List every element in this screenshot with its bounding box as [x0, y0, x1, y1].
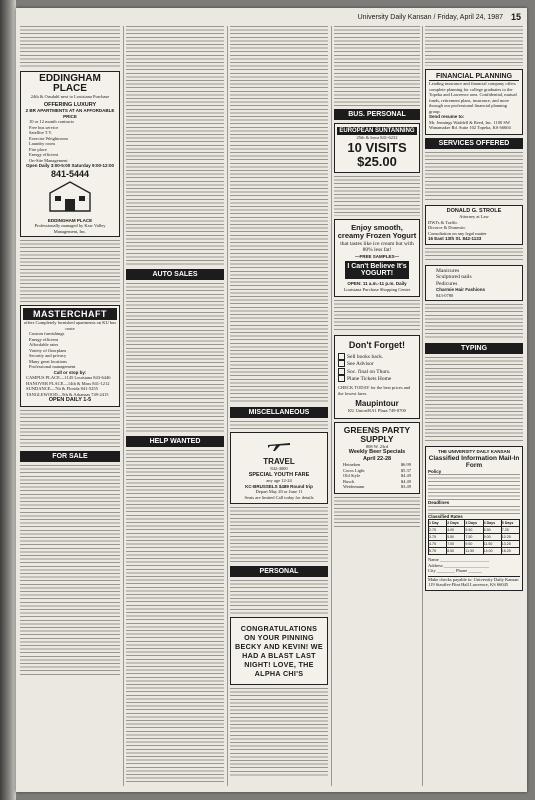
rate-cell: 5.50	[465, 527, 483, 534]
checkbox-icon	[338, 368, 345, 375]
rate-cell: 5.75	[429, 548, 447, 555]
form-city-label: City	[428, 568, 436, 573]
beer-price: $4.49	[400, 473, 411, 479]
kansan-deadlines: Deadlines	[428, 500, 450, 505]
feature-item: On-Site Management	[29, 157, 68, 163]
feature-item: Energy efficient	[29, 152, 58, 157]
strole-item: Consultation on any legal matter	[428, 230, 487, 236]
yogurt-headline: Enjoy smooth, creamy Frozen Yogurt	[337, 222, 417, 240]
feature-item: Fire place	[29, 146, 47, 152]
feature-item: Exercise Weightroom	[29, 135, 68, 141]
page-number: 15	[510, 12, 521, 22]
classified-text-block	[230, 688, 328, 778]
section-for-sale: FOR SALE	[20, 451, 120, 462]
publication-line: University Daily Kansan / Friday, April 24, 1987	[357, 13, 503, 21]
rate-cell: 4.75	[429, 541, 447, 548]
classified-text-block	[334, 300, 420, 332]
dont-forget-ad	[334, 335, 420, 419]
travel-note: Seats are limited Call today for details	[244, 494, 314, 500]
yogurt-sub: that tastes like ice cream but with 80% less fat!	[340, 240, 414, 253]
travel-brand: TRAVEL	[263, 457, 295, 466]
section-auto-sales: AUTO SALES	[126, 269, 224, 280]
column-4	[334, 26, 420, 786]
classified-text-block	[425, 152, 523, 202]
strole-item: DWI's & Traffic	[428, 219, 458, 225]
maupintour-address: KU Union/RA1 Plaza 749-0700	[348, 408, 406, 414]
column-rule	[227, 26, 228, 786]
classified-text-block	[230, 580, 328, 614]
classified-text-block	[126, 450, 224, 785]
rate-cell: 16.25	[502, 548, 520, 555]
tanning-address: 25th & Iowa 841-6232	[356, 135, 398, 140]
form-address-label: Address	[428, 562, 443, 568]
location-item: HANOVER PLACE—14th & Mass 841-1212	[26, 380, 110, 386]
financial-send: Send resume to:	[429, 114, 465, 119]
nails-phone: 843-0780	[436, 292, 454, 298]
column-2	[126, 26, 224, 786]
travel-headline: SPECIAL YOUTH FARE	[248, 471, 310, 478]
column-rule	[331, 26, 332, 786]
classified-text-block	[230, 26, 328, 404]
classified-text-block	[126, 26, 224, 266]
column-3	[230, 26, 328, 786]
beer-price: $6.99	[400, 462, 411, 468]
classified-text-block	[20, 240, 120, 302]
feature-item: Variety of floorplans	[29, 347, 67, 353]
beer-name: Coors Light	[343, 467, 365, 473]
rate-cell: 11.50	[484, 541, 502, 548]
rate-header-cell: 2 Days	[447, 520, 465, 527]
rate-cell: 9.50	[465, 541, 483, 548]
feature-item: Satellite T.V.	[29, 130, 53, 135]
yogurt-location: Louisiana Purchase Shopping Center	[343, 286, 411, 292]
classified-text-block	[425, 357, 523, 443]
section-typing: TYPING	[425, 343, 523, 354]
column-rule	[123, 26, 124, 786]
feature-item: Affordable rates	[29, 342, 59, 347]
classified-text-block	[20, 410, 120, 448]
eddingham-logo-text: EDDINGHAM PLACE	[47, 217, 93, 223]
greens-title: GREENS PARTY SUPPLY	[343, 424, 411, 444]
beer-price: $3.49	[400, 484, 411, 490]
masterchaft-hours: OPEN DAILY 1-5	[48, 397, 92, 403]
rate-cell: 7.50	[465, 534, 483, 541]
masterchaft-tagline: offers Completely furnished apartments on KU bus route	[23, 320, 117, 331]
strole-name: DONALD G. STROLE	[446, 207, 502, 214]
column-5	[425, 26, 523, 786]
greens-phone: 808 W. 23rd	[365, 443, 389, 449]
beer-name: Busch	[343, 478, 355, 484]
rate-cell: 2.75	[429, 527, 447, 534]
dont-forget-footer: CHECK TODAY for the best prices and the lowest fares.	[338, 385, 411, 396]
classified-text-block	[126, 283, 224, 433]
travel-subhead: any age 12-24	[266, 478, 292, 483]
feature-item: Laundry room	[29, 141, 55, 146]
classified-text-block	[20, 465, 120, 675]
checkbox-icon	[338, 360, 345, 367]
feature-item: Professional management	[29, 364, 76, 369]
policy-text-block	[428, 474, 520, 500]
rate-header-cell: 1 Day	[429, 520, 447, 527]
rate-cell: 4.00	[447, 527, 465, 534]
building-logo-icon	[47, 179, 93, 213]
eddingham-address: 24th & Ousdahl next to Louisiana Purchase	[30, 94, 110, 99]
section-miscellaneous: MISCELLANEOUS	[230, 407, 328, 418]
beer-price: $4.49	[400, 478, 411, 484]
kansan-policy: Policy	[428, 468, 442, 474]
location-item: TANGLEWOOD—9th & Arkansas 749-2415	[26, 391, 109, 397]
airplane-icon	[266, 436, 292, 452]
congrats-ad	[230, 617, 328, 685]
feature-item: Security and privacy	[29, 353, 67, 358]
classified-text-block	[20, 26, 120, 68]
rate-cell: 6.50	[484, 527, 502, 534]
strole-item: Divorce & Domestic	[428, 225, 466, 230]
kansan-masthead: THE UNIVERSITY DAILY KANSAN	[438, 449, 510, 454]
column-1	[20, 26, 120, 786]
classified-text-block	[425, 304, 523, 340]
rate-cell: 3.75	[429, 534, 447, 541]
feature-item: Energy efficient	[29, 336, 58, 342]
checklist-item: Sell books back.	[347, 353, 384, 360]
checkbox-icon	[338, 353, 345, 360]
rate-header-cell: 5 Days	[502, 520, 520, 527]
feature-item: Free bus service	[29, 124, 59, 130]
rate-header-cell: 4 Days	[484, 520, 502, 527]
masterchaft-ad	[20, 305, 120, 407]
beer-name: Weidemann	[343, 484, 365, 490]
masterchaft-title: MASTERCHAFT	[23, 308, 117, 320]
rate-cell: 11.50	[465, 548, 483, 555]
rate-cell: 5.50	[447, 534, 465, 541]
rate-cell: 7.25	[502, 527, 520, 534]
tanning-brand: EUROPEAN SUNTANNING	[337, 127, 417, 135]
newspaper-page	[16, 8, 527, 792]
yogurt-hours: OPEN: 11 a.m.-11 p.m. Daily	[347, 281, 407, 286]
travel-route: KC-BRUSSELS $489 Round trip	[245, 483, 313, 489]
greens-dates: April 22-28	[362, 455, 392, 462]
eddingham-ad	[20, 71, 120, 237]
strole-address: 16 East 13th St. 842-1133	[428, 236, 482, 241]
classified-text-block	[334, 497, 420, 527]
congrats-text: CONGRATULATIONS ON YOUR PINNING BECKY AND KEVIN! WE HAD A BLAST LAST NIGHT! LOVE, THE ALPHA CHI'S	[235, 624, 323, 678]
masterchaft-call: Call or stop by:	[53, 369, 87, 375]
page-header	[22, 11, 521, 23]
maupintour-name: Maupintour	[355, 399, 399, 409]
beer-name: Heineken	[343, 462, 361, 468]
checklist-item: See Advisor	[347, 361, 374, 368]
deadline-text-block	[428, 506, 520, 514]
book-spine	[0, 0, 16, 800]
eddingham-phone: 841-5444	[50, 168, 90, 179]
feature-item: Custom furnishings	[29, 331, 65, 336]
nails-ad	[425, 265, 523, 302]
financial-title: FINANCIAL PLANNING	[429, 73, 519, 81]
section-bus-personal: BUS. PERSONAL	[334, 109, 420, 120]
checklist-item: Plane Tickets Home	[347, 375, 392, 382]
travel-phone: 842-4000	[270, 466, 288, 471]
checkbox-icon	[338, 375, 345, 382]
rate-header-cell: 3 Days	[465, 520, 483, 527]
location-item: CAMPUS PLACE—1145 Louisiana 843-6446	[26, 375, 111, 380]
travel-offer: Depart May 20 or June 11	[255, 489, 303, 494]
nails-item: Pedicures	[436, 280, 458, 287]
travel-ad	[230, 432, 328, 504]
column-rule	[422, 26, 423, 786]
nails-item: Sculptured nails	[436, 274, 472, 280]
kansan-mail-in-form: THE UNIVERSITY DAILY KANSAN Classified Information Mail-In Form Policy Deadlines Classified Rates 1 Day 2 Days 3 Days 4 Days 5 Days 2.75 4.00 5.50 6.50 7.25 3.75 5.50 7.50 9.00 10.25 4.75 7.00 9.50 11.50 13.25 5.75 8.50 11.50 14.00 16.25 Name ______________________ Address ____________________ City ________ Phone ______ Make checks payable to: University Daily Kansan 119 Stauffer-Flint Hall Lawrence, KS 66045	[425, 446, 523, 591]
feature-item: 10 or 12 month contracts	[29, 119, 74, 124]
beer-price: $5.37	[400, 467, 411, 473]
kansan-rates: Classified Rates	[428, 513, 463, 519]
rate-cell: 14.00	[484, 548, 502, 555]
classified-text-block	[334, 176, 420, 216]
section-help-wanted: HELP WANTED	[126, 436, 224, 447]
yogurt-samples: —FREE SAMPLES—	[354, 253, 399, 259]
classified-text-block	[230, 421, 328, 429]
nails-name: Charmie Hair Fashions	[436, 287, 486, 292]
yogurt-ad	[334, 219, 420, 298]
dont-forget-title: Don't Forget!	[348, 340, 406, 350]
financial-ad	[425, 69, 523, 135]
eddingham-offering: OFFERING LUXURY	[43, 101, 97, 108]
feature-item: Many great locations	[29, 358, 67, 364]
beer-name: Old Style	[343, 473, 361, 479]
classified-text-block	[230, 507, 328, 563]
yogurt-logo: I Can't Believe It's YOGURT!	[345, 261, 409, 279]
strole-role: Attorney at Law	[459, 214, 489, 219]
eddingham-title: EDDINGHAM PLACE	[39, 73, 101, 94]
greens-specials: Weekly Beer Specials	[348, 449, 406, 456]
rate-cell: 10.25	[502, 534, 520, 541]
section-services-offered: SERVICES OFFERED	[425, 138, 523, 149]
form-phone-label: Phone	[456, 568, 468, 573]
financial-contact: Mr. Jennings Waddell & Reed, Inc. 1100 SW Wanamaker Rd. Suite 102 Topeka, KS 66604	[429, 119, 511, 130]
eddingham-hours: Open Daily 3:00-5:00 Saturday 9:00-12:00	[25, 163, 115, 168]
financial-body: Leading insurance and financial company offers complete planning for college graduates to the Topeka and Lawrence area. Confidential, mutual funds, retirement plans, insurance, and more through our professional financial planning group.	[429, 81, 517, 114]
form-name-label: Name	[428, 557, 439, 562]
section-personal: PERSONAL	[230, 566, 328, 577]
rate-cell: 13.25	[502, 541, 520, 548]
kansan-send-to: Make checks payable to: University Daily Kansan 119 Stauffer-Flint Hall Lawrence, KS 66045	[428, 576, 519, 587]
kansan-title: Classified Information Mail-In Form	[428, 454, 520, 469]
strole-ad	[425, 205, 523, 245]
checklist-item: Soc. final on Thurs.	[347, 368, 391, 375]
nails-item: Manicures	[436, 267, 460, 274]
classified-text-block	[425, 248, 523, 262]
eddingham-managed: Professionally managed by Kaw Valley Management, Inc.	[34, 223, 106, 234]
rate-cell: 8.50	[447, 548, 465, 555]
classified-text-block	[425, 26, 523, 66]
tanning-ad	[334, 123, 420, 173]
rate-cell: 9.00	[484, 534, 502, 541]
rate-cell: 7.00	[447, 541, 465, 548]
tanning-offer: 10 VISITS $25.00	[347, 139, 407, 169]
rate-table	[428, 519, 520, 555]
classified-text-block	[334, 26, 420, 106]
eddingham-apartments: 2 BR APARTMENTS AT AN AFFORDABLE PRICE	[25, 108, 115, 119]
location-item: SUNDANCE—7th & Florida 841-5255	[26, 386, 98, 391]
greens-ad	[334, 422, 420, 494]
